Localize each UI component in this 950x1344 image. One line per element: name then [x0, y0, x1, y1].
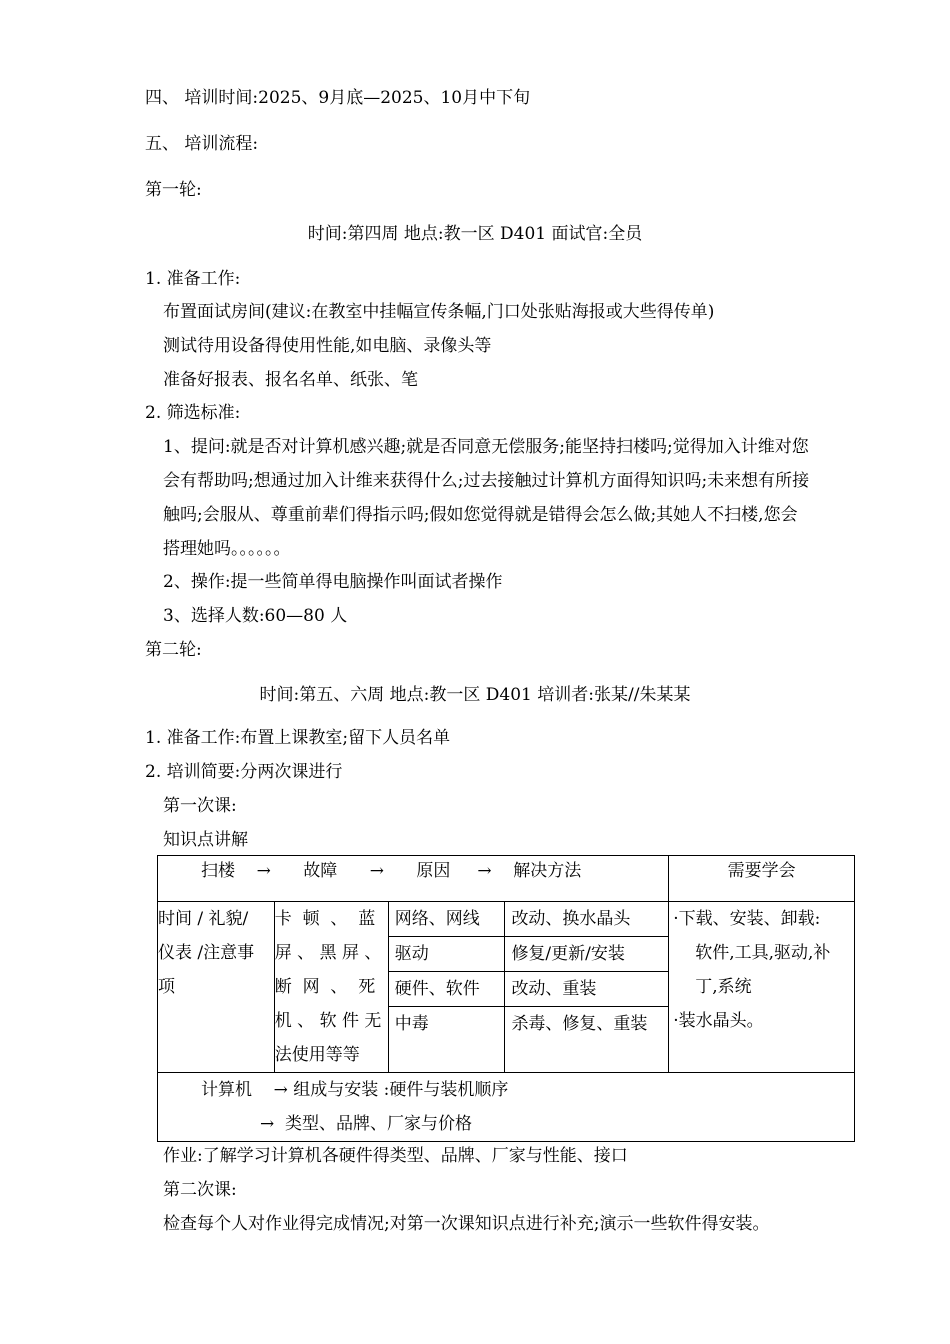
- round-one-heading: 第一轮:: [145, 180, 202, 200]
- round-two-info: 时间:第五、六周 地点:教一区 D401 培训者:张某//朱某某: [259, 685, 691, 705]
- table-cell-text: 断 网 、 死: [274, 977, 376, 997]
- table-cell-text: 机 、 软 件 无: [274, 1011, 382, 1031]
- col-must-learn: [669, 902, 855, 1073]
- round-one-info: 时间:第四周 地点:教一区 D401 面试官:全员: [307, 224, 643, 244]
- table-cell-text: 时间 / 礼貌/: [158, 909, 249, 929]
- section-four-training-time: 四、 培训时间:2025、9月底—2025、10月中下旬: [145, 88, 531, 108]
- solution-item: 改动、重装: [505, 972, 668, 1007]
- col-faults: [274, 902, 388, 1073]
- screening-questions-2: 会有帮助吗;想通过加入计维来获得什么;过去接触过计算机方面得知识吗;未来想有所接: [163, 471, 810, 491]
- solution-item: 改动、换水晶头: [505, 902, 668, 937]
- round-two-summary: 2. 培训简要:分两次课进行: [145, 762, 343, 782]
- screening-count: 3、选择人数:60—80 人: [163, 606, 348, 626]
- knowledge-table: [157, 855, 855, 1142]
- cause-item: 硬件、软件: [389, 972, 505, 1007]
- round-two-prep: 1. 准备工作:布置上课教室;留下人员名单: [145, 728, 451, 748]
- table-header-right: 需要学会: [669, 856, 855, 902]
- round-two-heading: 第二轮:: [145, 640, 202, 660]
- table-cell-text: ·装水晶头。: [673, 1011, 764, 1031]
- col-solutions: [505, 902, 669, 1073]
- knowledge-points-heading: 知识点讲解: [163, 830, 248, 850]
- cause-item: 网络、网线: [389, 902, 505, 937]
- table-body-row: [158, 902, 855, 1073]
- computer-types-line: → 类型、品牌、厂家与价格: [260, 1114, 473, 1134]
- first-class-heading: 第一次课:: [163, 796, 237, 816]
- table-header-flow: 扫楼 → 故障 → 原因 → 解决方法: [158, 856, 669, 902]
- table-cell-text: 屏 、 黑 屏 、: [274, 943, 382, 963]
- cause-item: 驱动: [389, 937, 505, 972]
- col-causes: [388, 902, 505, 1073]
- solution-item: 修复/更新/安装: [505, 937, 668, 972]
- screening-heading: 2. 筛选标准:: [145, 403, 241, 423]
- prep-item-devices: 测试待用设备得使用性能,如电脑、录像头等: [163, 336, 492, 356]
- table-cell-text: 软件,工具,驱动,补: [695, 943, 831, 963]
- screening-operation: 2、操作:提一些简单得电脑操作叫面试者操作: [163, 572, 503, 592]
- screening-questions-4: 搭理她吗。。。。。。: [163, 539, 291, 559]
- computer-composition-line: 计算机 → 组成与安装 :硬件与装机顺序: [201, 1080, 509, 1100]
- screening-questions-3: 触吗;会服从、尊重前辈们得指示吗;假如您觉得就是错得会怎么做;其她人不扫楼,您会: [163, 505, 798, 525]
- solution-item: 杀毒、修复、重装: [511, 1014, 648, 1034]
- col-etiquette: [158, 902, 275, 1073]
- table-cell-text: 法使用等等: [274, 1045, 360, 1065]
- table-header-row: [158, 856, 855, 902]
- table-cell-text: 仪表 /注意事: [158, 943, 255, 963]
- prep-work-heading: 1. 准备工作:: [145, 269, 241, 289]
- table-cell-text: 卡 顿 、 蓝: [274, 909, 376, 929]
- table-cell-text: 项: [158, 977, 175, 997]
- cause-item: 中毒: [394, 1014, 429, 1034]
- second-class-heading: 第二次课:: [163, 1180, 237, 1200]
- section-five-training-flow: 五、 培训流程:: [145, 134, 259, 154]
- prep-item-forms: 准备好报表、报名名单、纸张、笔: [163, 370, 418, 390]
- screening-questions-1: 1、提问:就是否对计算机感兴趣;就是否同意无偿服务;能坚持扫楼吗;觉得加入计维对您: [163, 437, 809, 457]
- second-class-content: 检查每个人对作业得完成情况;对第一次课知识点进行补充;演示一些软件得安装。: [163, 1214, 770, 1234]
- table-cell-text: ·下载、安装、卸载:: [673, 909, 821, 929]
- prep-item-room: 布置面试房间(建议:在教室中挂幅宣传条幅,门口处张贴海报或大些得传单): [163, 302, 715, 322]
- homework: 作业:了解学习计算机各硬件得类型、品牌、厂家与性能、接口: [163, 1146, 628, 1166]
- computer-composition-cell: [158, 1073, 855, 1142]
- table-footer-row: [158, 1073, 855, 1142]
- table-cell-text: 丁,系统: [695, 977, 752, 997]
